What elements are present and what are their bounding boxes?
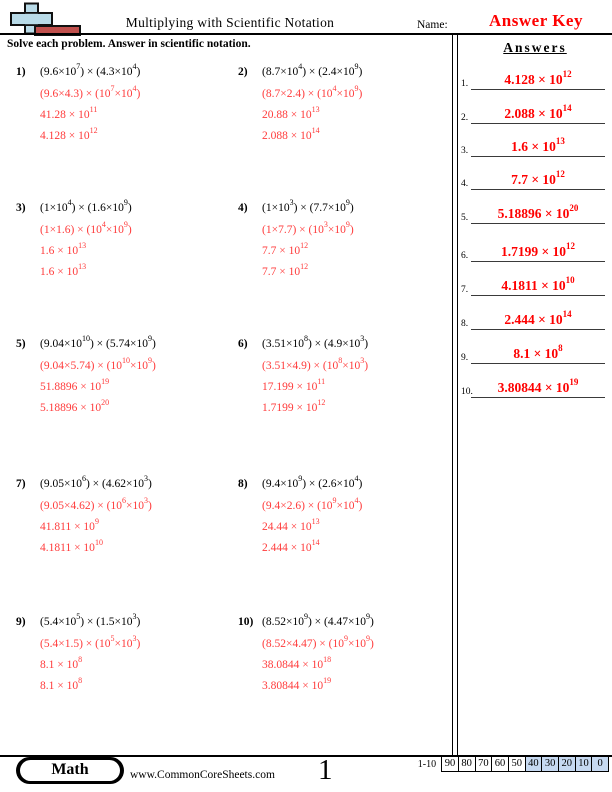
problem-number: 8) bbox=[238, 478, 248, 490]
problem-expression: $(9.6\times 10^7) \times (4.3\times 10^4)$ bbox=[40, 62, 141, 78]
answer-number: 8. bbox=[461, 319, 469, 329]
problem-lines bbox=[40, 62, 140, 147]
answer-number: 3. bbox=[461, 146, 469, 156]
answer-value: $3.80844 \times 10^{19}$ bbox=[497, 376, 579, 395]
answer-number: 6. bbox=[461, 251, 469, 261]
problem-work-line: $7.7 \times 10^{12}$ bbox=[262, 241, 309, 257]
answer-row bbox=[458, 194, 612, 224]
score-cell: 30 bbox=[541, 756, 559, 772]
problem-lines bbox=[40, 198, 132, 283]
problem-item bbox=[16, 474, 152, 559]
problem-work-line: $3.80844 \times 10^{19}$ bbox=[262, 676, 332, 692]
answer-blank-line bbox=[471, 189, 605, 190]
answer-value: $4.128 \times 10^{12}$ bbox=[504, 68, 572, 87]
problem-work-line: $(9.04\times 5.74) \times (10^{10}\times 10^9)$ bbox=[40, 356, 156, 372]
problem-item bbox=[238, 62, 362, 147]
answer-value: $7.7 \times 10^{12}$ bbox=[511, 168, 565, 187]
problem-work-line: $4.1811 \times 10^{10}$ bbox=[40, 538, 103, 554]
score-cell: 10 bbox=[575, 756, 593, 772]
score-cell: 0 bbox=[591, 756, 609, 772]
problem-work-line: $4.128 \times 10^{12}$ bbox=[40, 126, 98, 142]
problem-work-line: $51.8896 \times 10^{19}$ bbox=[40, 377, 110, 393]
problem-work-line: $1.7199 \times 10^{12}$ bbox=[262, 398, 326, 414]
problem-work-line: $(1\times 1.6) \times (10^4\times 10^9)$ bbox=[40, 220, 132, 236]
problem-work-line: $38.0844 \times 10^{18}$ bbox=[262, 655, 332, 671]
page-number: 1 bbox=[318, 754, 333, 786]
answer-row bbox=[458, 266, 612, 296]
problem-item bbox=[238, 198, 354, 283]
score-cell: 80 bbox=[458, 756, 476, 772]
problem-item bbox=[16, 334, 156, 419]
problem-work-line: $20.88 \times 10^{13}$ bbox=[262, 105, 320, 121]
score-cell: 90 bbox=[441, 756, 459, 772]
website-text: www.CommonCoreSheets.com bbox=[130, 769, 275, 781]
score-range-label: 1-10 bbox=[417, 758, 437, 770]
problem-work-line: $2.444 \times 10^{14}$ bbox=[262, 538, 320, 554]
problem-lines bbox=[262, 474, 362, 559]
problem-work-line: $(1\times 7.7) \times (10^3\times 10^9)$ bbox=[262, 220, 354, 236]
problem-work-line: $(8.7\times 2.4) \times (10^4\times 10^9)$ bbox=[262, 84, 363, 100]
answer-value: $1.6 \times 10^{13}$ bbox=[511, 135, 565, 154]
answer-number: 2. bbox=[461, 113, 469, 123]
answer-number: 9. bbox=[461, 353, 469, 363]
problem-lines bbox=[262, 62, 362, 147]
problem-work-line: $1.6 \times 10^{13}$ bbox=[40, 241, 87, 257]
problem-work-line: $17.199 \times 10^{11}$ bbox=[262, 377, 326, 393]
answer-row bbox=[458, 94, 612, 124]
problem-work-line: $(8.52\times 4.47) \times (10^9\times 10^9)$ bbox=[262, 634, 374, 650]
problem-work-line: $41.28 \times 10^{11}$ bbox=[40, 105, 98, 121]
answers-panel bbox=[458, 0, 612, 755]
answer-blank-line bbox=[471, 156, 605, 157]
problem-work-line: $(9.05\times 4.62) \times (10^6\times 10^3)$ bbox=[40, 496, 152, 512]
problem-number: 2) bbox=[238, 66, 248, 78]
answer-blank-line bbox=[471, 223, 605, 224]
answer-row bbox=[458, 60, 612, 90]
problem-work-line: $1.6 \times 10^{13}$ bbox=[40, 262, 87, 278]
problem-expression: $(9.05\times 10^6) \times (4.62\times 10^3)$ bbox=[40, 474, 152, 490]
problem-work-line: $(9.4\times 2.6) \times (10^9\times 10^4)$ bbox=[262, 496, 363, 512]
problem-item bbox=[238, 474, 362, 559]
score-cell: 60 bbox=[491, 756, 509, 772]
answer-row bbox=[458, 368, 612, 398]
problem-number: 4) bbox=[238, 202, 248, 214]
problem-item bbox=[16, 612, 140, 697]
score-table bbox=[418, 756, 609, 772]
answer-blank-line bbox=[471, 89, 605, 90]
problem-item bbox=[238, 612, 374, 697]
problem-work-line: $(3.51\times 4.9) \times (10^8\times 10^3)$ bbox=[262, 356, 369, 372]
answer-number: 10. bbox=[461, 387, 473, 397]
problem-work-line: $5.18896 \times 10^{20}$ bbox=[40, 398, 110, 414]
problem-number: 6) bbox=[238, 338, 248, 350]
answer-value: $1.7199 \times 10^{12}$ bbox=[500, 240, 576, 259]
score-cell: 40 bbox=[525, 756, 543, 772]
answer-blank-line bbox=[471, 397, 605, 398]
problem-item bbox=[16, 198, 132, 283]
problem-lines bbox=[40, 474, 152, 559]
problem-number: 5) bbox=[16, 338, 26, 350]
subject-badge bbox=[16, 757, 124, 784]
problem-work-line: $8.1 \times 10^8$ bbox=[40, 676, 83, 692]
problem-expression: $(8.52\times 10^9) \times (4.47\times 10^9)$ bbox=[262, 612, 374, 628]
answer-value: $8.1 \times 10^8$ bbox=[513, 342, 563, 361]
answer-number: 4. bbox=[461, 179, 469, 189]
problem-expression: $(5.4\times 10^5) \times (1.5\times 10^3)$ bbox=[40, 612, 141, 628]
problem-number: 3) bbox=[16, 202, 26, 214]
problem-work-line: $24.44 \times 10^{13}$ bbox=[262, 517, 320, 533]
answers-heading: Answers bbox=[503, 40, 567, 55]
problem-expression: $(1\times 10^3) \times (7.7\times 10^9)$ bbox=[262, 198, 354, 214]
problem-lines bbox=[262, 612, 374, 697]
answer-value: $2.444 \times 10^{14}$ bbox=[504, 308, 572, 327]
answer-row bbox=[458, 160, 612, 190]
answer-number: 1. bbox=[461, 79, 469, 89]
problem-lines bbox=[40, 334, 156, 419]
score-cells bbox=[442, 756, 609, 772]
subject-badge-label: Math bbox=[20, 760, 120, 781]
answer-number: 5. bbox=[461, 213, 469, 223]
answer-blank-line bbox=[471, 123, 605, 124]
name-label: Name: bbox=[417, 19, 448, 31]
problem-work-line: $7.7 \times 10^{12}$ bbox=[262, 262, 309, 278]
problem-work-line: $(5.4\times 1.5) \times (10^5\times 10^3)$ bbox=[40, 634, 141, 650]
problem-expression: $(9.04\times 10^{10}) \times (5.74\times 10^9)$ bbox=[40, 334, 156, 350]
problem-lines bbox=[40, 612, 140, 697]
answer-value: $4.1811 \times 10^{10}$ bbox=[501, 274, 575, 293]
answer-value: $2.088 \times 10^{14}$ bbox=[504, 102, 572, 121]
page-title: Multiplying with Scientific Notation bbox=[125, 15, 335, 30]
answer-key-label: Answer Key bbox=[489, 11, 583, 30]
instruction-text: Solve each problem. Answer in scientific notation. bbox=[7, 38, 251, 50]
answer-blank-line bbox=[471, 261, 605, 262]
problem-expression: $(3.51\times 10^8) \times (4.9\times 10^3)$ bbox=[262, 334, 369, 350]
problem-work-line: $8.1 \times 10^8$ bbox=[40, 655, 83, 671]
problem-number: 9) bbox=[16, 616, 26, 628]
problem-expression: $(1\times 10^4) \times (1.6\times 10^9)$ bbox=[40, 198, 132, 214]
answer-blank-line bbox=[471, 363, 605, 364]
score-cell: 50 bbox=[508, 756, 526, 772]
answer-blank-line bbox=[471, 295, 605, 296]
problem-expression: $(9.4\times 10^9) \times (2.6\times 10^4)$ bbox=[262, 474, 363, 490]
answer-row bbox=[458, 334, 612, 364]
problem-work-line: $2.088 \times 10^{14}$ bbox=[262, 126, 320, 142]
problem-lines bbox=[262, 198, 354, 283]
answer-number: 7. bbox=[461, 285, 469, 295]
score-cell: 20 bbox=[558, 756, 576, 772]
problem-lines bbox=[262, 334, 368, 419]
answer-row bbox=[458, 127, 612, 157]
problem-item bbox=[238, 334, 368, 419]
answer-row bbox=[458, 300, 612, 330]
problem-expression: $(8.7\times 10^4) \times (2.4\times 10^9)$ bbox=[262, 62, 363, 78]
problem-number: 7) bbox=[16, 478, 26, 490]
answer-value: $5.18896 \times 10^{20}$ bbox=[497, 202, 579, 221]
problem-work-line: $41.811 \times 10^9$ bbox=[40, 517, 99, 533]
answer-blank-line bbox=[471, 329, 605, 330]
answer-row bbox=[458, 232, 612, 262]
problem-work-line: $(9.6\times 4.3) \times (10^7\times 10^4)$ bbox=[40, 84, 141, 100]
problem-number: 10) bbox=[238, 616, 254, 628]
problem-item bbox=[16, 62, 140, 147]
problem-number: 1) bbox=[16, 66, 26, 78]
score-cell: 70 bbox=[475, 756, 493, 772]
